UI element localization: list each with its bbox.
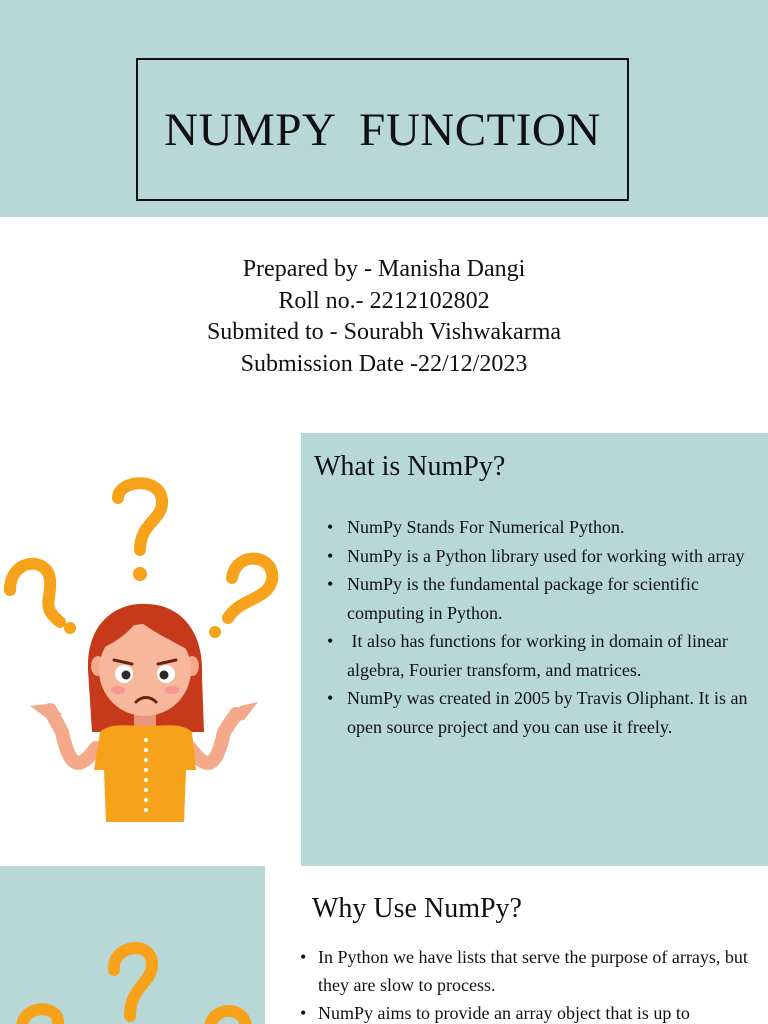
why-use-numpy-heading: Why Use NumPy?	[312, 893, 522, 924]
question-mark-dot	[64, 622, 76, 634]
bullet-icon: •	[327, 631, 334, 651]
why-use-numpy-list	[296, 943, 756, 1024]
bullet-icon: •	[300, 1003, 307, 1023]
question-mark-icon	[10, 564, 60, 622]
credit-submission-date: Submission Date -22/12/2023	[240, 350, 528, 377]
bullet-icon: •	[327, 545, 334, 566]
bullet-icon: •	[300, 947, 307, 967]
credit-prepared-by: Prepared by - Manisha Dangi	[242, 256, 526, 282]
credits-block	[0, 254, 768, 380]
list-item: • In Python we have lists that serve the purpose of arrays, but they are slow to process.	[296, 943, 756, 999]
bullet-icon: •	[327, 688, 334, 708]
question-mark-icon	[228, 559, 272, 618]
why-numpy-image-panel	[0, 866, 265, 1024]
question-mark-dot	[133, 567, 147, 581]
what-is-numpy-panel	[301, 433, 768, 866]
page-title: NUMPY FUNCTION	[164, 103, 601, 156]
confused-girl-illustration	[0, 470, 290, 830]
list-item: • NumPy Stands For Numerical Python.	[323, 513, 758, 542]
list-item: • NumPy aims to provide an array object that is up to	[296, 999, 756, 1024]
bullet-icon: •	[327, 574, 334, 594]
list-item: • It also has functions for working in domain of linear algebra, Fourier transform, and matrices.	[323, 627, 758, 684]
credit-roll-no: Roll no.- 2212102802	[278, 287, 490, 314]
list-item: • NumPy is the fundamental package for scientific computing in Python.	[323, 570, 758, 627]
question-mark-dot	[209, 626, 221, 638]
list-item: • NumPy is a Python library used for working with array	[323, 542, 758, 571]
question-mark-icon	[22, 948, 246, 1024]
bullet-icon: •	[327, 517, 334, 537]
what-is-numpy-heading: What is NumPy?	[314, 451, 506, 482]
question-mark-icon	[118, 483, 162, 550]
title-box	[136, 58, 629, 201]
credit-submitted-to: Submited to - Sourabh Vishwakarma	[206, 319, 562, 345]
what-is-numpy-list	[323, 513, 758, 741]
list-item: • NumPy was created in 2005 by Travis Oliphant. It is an open source project and you can use it freely.	[323, 684, 758, 741]
question-mark-illustration	[0, 866, 265, 1024]
